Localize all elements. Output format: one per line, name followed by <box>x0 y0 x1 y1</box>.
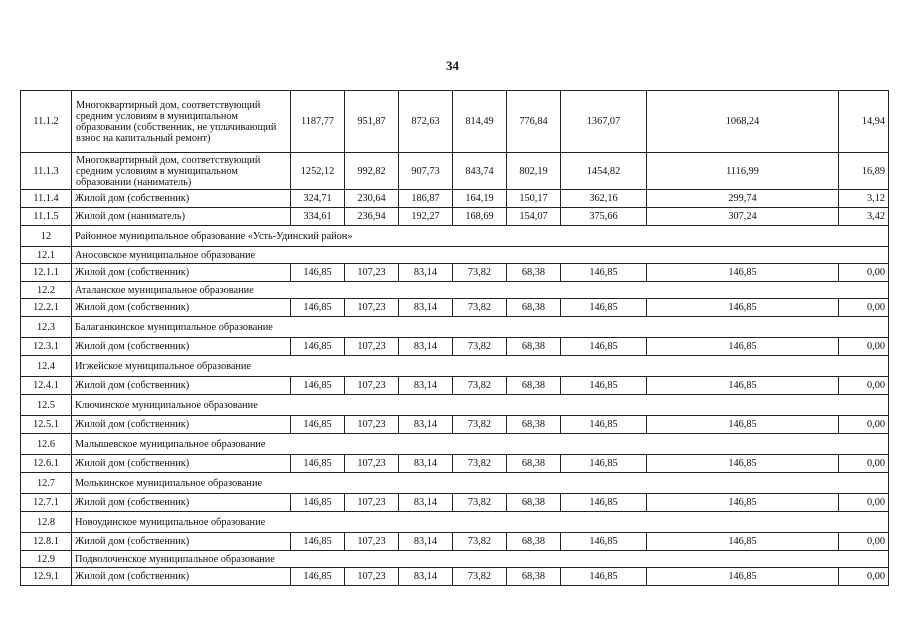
value-cell: 1068,24 <box>647 91 839 153</box>
section-row <box>21 247 889 264</box>
section-row <box>21 317 889 338</box>
section-title: Малышевское муниципальное образование <box>72 434 889 455</box>
value-cell: 1252,12 <box>291 153 345 190</box>
row-code: 12.8 <box>21 512 72 533</box>
value-cell: 146,85 <box>647 299 839 317</box>
value-cell: 14,94 <box>839 91 889 153</box>
value-cell: 0,00 <box>839 416 889 434</box>
value-cell: 0,00 <box>839 338 889 356</box>
value-cell: 324,71 <box>291 190 345 208</box>
row-name: Жилой дом (собственник) <box>72 455 291 473</box>
value-cell: 1454,82 <box>561 153 647 190</box>
value-cell: 107,23 <box>345 377 399 395</box>
table-row <box>21 264 889 282</box>
value-cell: 192,27 <box>399 208 453 226</box>
section-title: Молькинское муниципальное образование <box>72 473 889 494</box>
row-name: Многоквартирный дом, соответствующий средним условиям в муниципальном образовании (собственник, не уплачивающий взнос на капитальный ремонт) <box>72 91 291 153</box>
table-row <box>21 416 889 434</box>
section-row <box>21 356 889 377</box>
row-code: 12.8.1 <box>21 533 72 551</box>
value-cell: 146,85 <box>291 494 345 512</box>
row-code: 12.7 <box>21 473 72 494</box>
value-cell: 951,87 <box>345 91 399 153</box>
value-cell: 68,38 <box>507 299 561 317</box>
row-name: Жилой дом (собственник) <box>72 299 291 317</box>
table-row <box>21 190 889 208</box>
value-cell: 73,82 <box>453 377 507 395</box>
row-name: Жилой дом (собственник) <box>72 377 291 395</box>
value-cell: 146,85 <box>561 264 647 282</box>
value-cell: 146,85 <box>291 264 345 282</box>
value-cell: 73,82 <box>453 416 507 434</box>
value-cell: 146,85 <box>647 455 839 473</box>
value-cell: 146,85 <box>647 494 839 512</box>
section-row <box>21 512 889 533</box>
row-code: 11.1.4 <box>21 190 72 208</box>
value-cell: 0,00 <box>839 568 889 586</box>
value-cell: 872,63 <box>399 91 453 153</box>
row-name: Жилой дом (собственник) <box>72 416 291 434</box>
row-code: 12.9.1 <box>21 568 72 586</box>
row-code: 12.2.1 <box>21 299 72 317</box>
value-cell: 146,85 <box>291 568 345 586</box>
value-cell: 146,85 <box>291 299 345 317</box>
value-cell: 68,38 <box>507 377 561 395</box>
value-cell: 146,85 <box>647 416 839 434</box>
section-title: Подволоченское муниципальное образование <box>72 551 889 568</box>
row-code: 12.5.1 <box>21 416 72 434</box>
value-cell: 146,85 <box>647 377 839 395</box>
value-cell: 0,00 <box>839 299 889 317</box>
value-cell: 146,85 <box>561 568 647 586</box>
value-cell: 83,14 <box>399 533 453 551</box>
row-code: 12.6.1 <box>21 455 72 473</box>
value-cell: 3,12 <box>839 190 889 208</box>
row-code: 12.3 <box>21 317 72 338</box>
table-row <box>21 533 889 551</box>
row-code: 12.2 <box>21 282 72 299</box>
value-cell: 776,84 <box>507 91 561 153</box>
section-row <box>21 226 889 247</box>
value-cell: 814,49 <box>453 91 507 153</box>
value-cell: 16,89 <box>839 153 889 190</box>
value-cell: 0,00 <box>839 494 889 512</box>
table-row <box>21 568 889 586</box>
value-cell: 68,38 <box>507 455 561 473</box>
row-name: Жилой дом (собственник) <box>72 190 291 208</box>
value-cell: 230,64 <box>345 190 399 208</box>
value-cell: 164,19 <box>453 190 507 208</box>
value-cell: 1187,77 <box>291 91 345 153</box>
row-code: 12.4 <box>21 356 72 377</box>
value-cell: 107,23 <box>345 416 399 434</box>
value-cell: 843,74 <box>453 153 507 190</box>
value-cell: 146,85 <box>561 338 647 356</box>
row-code: 12 <box>21 226 72 247</box>
row-name: Жилой дом (собственник) <box>72 494 291 512</box>
value-cell: 146,85 <box>291 455 345 473</box>
section-title: Новоудинское муниципальное образование <box>72 512 889 533</box>
value-cell: 1116,99 <box>647 153 839 190</box>
value-cell: 154,07 <box>507 208 561 226</box>
value-cell: 146,85 <box>561 455 647 473</box>
section-title: Аталанское муниципальное образование <box>72 282 889 299</box>
value-cell: 146,85 <box>647 264 839 282</box>
value-cell: 375,66 <box>561 208 647 226</box>
value-cell: 362,16 <box>561 190 647 208</box>
section-row <box>21 282 889 299</box>
value-cell: 107,23 <box>345 533 399 551</box>
row-code: 12.6 <box>21 434 72 455</box>
table-row <box>21 455 889 473</box>
value-cell: 992,82 <box>345 153 399 190</box>
value-cell: 0,00 <box>839 455 889 473</box>
value-cell: 83,14 <box>399 299 453 317</box>
value-cell: 186,87 <box>399 190 453 208</box>
value-cell: 236,94 <box>345 208 399 226</box>
value-cell: 83,14 <box>399 264 453 282</box>
value-cell: 73,82 <box>453 568 507 586</box>
value-cell: 83,14 <box>399 377 453 395</box>
table-row <box>21 377 889 395</box>
value-cell: 146,85 <box>291 338 345 356</box>
row-code: 12.1.1 <box>21 264 72 282</box>
value-cell: 150,17 <box>507 190 561 208</box>
section-row <box>21 473 889 494</box>
row-code: 11.1.3 <box>21 153 72 190</box>
value-cell: 0,00 <box>839 377 889 395</box>
value-cell: 334,61 <box>291 208 345 226</box>
row-code: 12.1 <box>21 247 72 264</box>
value-cell: 68,38 <box>507 416 561 434</box>
value-cell: 146,85 <box>291 416 345 434</box>
value-cell: 146,85 <box>561 416 647 434</box>
value-cell: 83,14 <box>399 568 453 586</box>
value-cell: 1367,07 <box>561 91 647 153</box>
table-row <box>21 494 889 512</box>
section-row <box>21 434 889 455</box>
value-cell: 0,00 <box>839 264 889 282</box>
section-row <box>21 395 889 416</box>
row-code: 12.3.1 <box>21 338 72 356</box>
row-name: Многоквартирный дом, соответствующий средним условиям в муниципальном образовании (наниматель) <box>72 153 291 190</box>
value-cell: 168,69 <box>453 208 507 226</box>
table-body <box>21 91 889 586</box>
value-cell: 146,85 <box>561 533 647 551</box>
value-cell: 146,85 <box>291 377 345 395</box>
value-cell: 68,38 <box>507 264 561 282</box>
table-row <box>21 338 889 356</box>
row-name: Жилой дом (собственник) <box>72 533 291 551</box>
section-title: Ключинское муниципальное образование <box>72 395 889 416</box>
value-cell: 73,82 <box>453 455 507 473</box>
value-cell: 73,82 <box>453 338 507 356</box>
row-name: Жилой дом (собственник) <box>72 338 291 356</box>
value-cell: 802,19 <box>507 153 561 190</box>
value-cell: 146,85 <box>647 338 839 356</box>
row-code: 12.9 <box>21 551 72 568</box>
value-cell: 146,85 <box>647 533 839 551</box>
value-cell: 83,14 <box>399 494 453 512</box>
value-cell: 299,74 <box>647 190 839 208</box>
row-code: 11.1.5 <box>21 208 72 226</box>
value-cell: 68,38 <box>507 494 561 512</box>
value-cell: 146,85 <box>561 377 647 395</box>
value-cell: 146,85 <box>647 568 839 586</box>
section-title: Аносовское муниципальное образование <box>72 247 889 264</box>
value-cell: 73,82 <box>453 494 507 512</box>
table-row <box>21 153 889 190</box>
value-cell: 68,38 <box>507 338 561 356</box>
value-cell: 107,23 <box>345 494 399 512</box>
row-name: Жилой дом (собственник) <box>72 264 291 282</box>
value-cell: 146,85 <box>561 494 647 512</box>
tariff-table <box>20 90 889 586</box>
value-cell: 83,14 <box>399 338 453 356</box>
value-cell: 3,42 <box>839 208 889 226</box>
value-cell: 83,14 <box>399 416 453 434</box>
section-title: Игжейское муниципальное образование <box>72 356 889 377</box>
value-cell: 73,82 <box>453 299 507 317</box>
row-code: 11.1.2 <box>21 91 72 153</box>
value-cell: 907,73 <box>399 153 453 190</box>
table-row <box>21 208 889 226</box>
section-title: Районное муниципальное образование «Усть-Удинский район» <box>72 226 889 247</box>
table-row <box>21 91 889 153</box>
value-cell: 107,23 <box>345 264 399 282</box>
value-cell: 0,00 <box>839 533 889 551</box>
section-row <box>21 551 889 568</box>
row-code: 12.5 <box>21 395 72 416</box>
value-cell: 107,23 <box>345 568 399 586</box>
value-cell: 107,23 <box>345 338 399 356</box>
value-cell: 68,38 <box>507 533 561 551</box>
value-cell: 307,24 <box>647 208 839 226</box>
value-cell: 107,23 <box>345 299 399 317</box>
value-cell: 107,23 <box>345 455 399 473</box>
value-cell: 73,82 <box>453 264 507 282</box>
row-code: 12.4.1 <box>21 377 72 395</box>
value-cell: 73,82 <box>453 533 507 551</box>
section-title: Балаганкинское муниципальное образование <box>72 317 889 338</box>
value-cell: 146,85 <box>291 533 345 551</box>
value-cell: 68,38 <box>507 568 561 586</box>
row-name: Жилой дом (наниматель) <box>72 208 291 226</box>
page-number: 34 <box>446 58 459 73</box>
value-cell: 83,14 <box>399 455 453 473</box>
value-cell: 146,85 <box>561 299 647 317</box>
row-name: Жилой дом (собственник) <box>72 568 291 586</box>
table-row <box>21 299 889 317</box>
row-code: 12.7.1 <box>21 494 72 512</box>
